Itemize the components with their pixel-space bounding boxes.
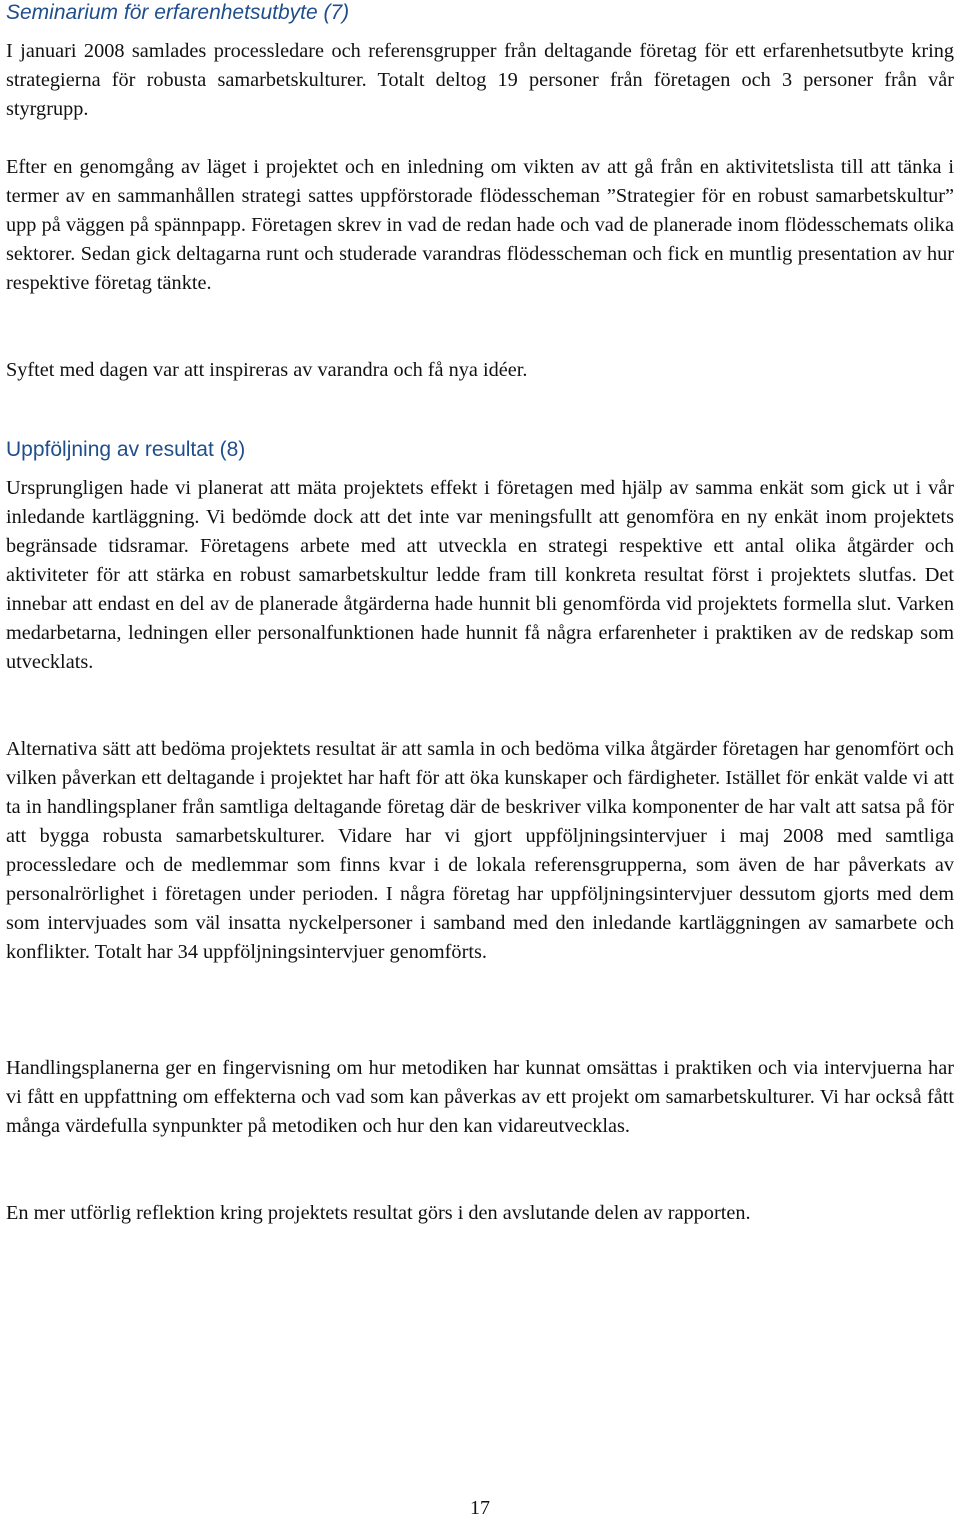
paragraph: Alternativa sätt att bedöma projektets resultat är att samla in och bedöma vilka åtgärder företagen har genomfört och vilken påverkan ett deltagande i projektet har haft för att öka kunskaper och färdigheter. Istället för enkät valde vi att ta in handlingsplaner från samtliga deltagande företag där de beskriver vilka komponenter de har valt att satsa på för att bygga robusta samarbetskulturer. Vidare har vi gjort uppföljningsintervjuer i maj 2008 med samtliga processledare och de medlemmar som finns kvar i de lokala referensgrupperna, som även de har påverkats av personalrörlighet i företagen under perioden. I några företag har uppföljningsintervjuer dessutom gjorts med dem som intervjuades som väl insatta nyckelpersoner i samband med den inledande kartläggningen av samarbete och konflikter. Totalt har 34 uppföljningsintervjuer genomförts. xyxy=(6,738,954,963)
paragraph: Handlingsplanerna ger en fingervisning om hur metodiken har kunnat omsättas i praktiken och via intervjuerna har vi fått en uppfattning om effekterna och vad som kan påverkas av ett projekt om samarbetskulturer. Vi har också fått många värdefulla synpunkter på metodiken och hur den kan vidareutvecklas. xyxy=(6,1057,954,1137)
paragraph: Efter en genomgång av läget i projektet och en inledning om vikten av att gå från en aktivitetslista till att tänka i termer av en sammanhållen strategi sattes uppförstorade flödesscheman ”Strategier för en robust samarbetskultur” upp på väggen på spännpapp. Företagen skrev in vad de redan hade och vad de planerade inom flödesschemats olika sektorer. Sedan gick deltagarna runt och studerade varandras flödesscheman och fick en muntlig presentation av hur respektive företag tänkte. xyxy=(6,156,954,294)
paragraph: Syftet med dagen var att inspireras av varandra och få nya idéer. xyxy=(6,359,528,381)
section-heading-followup: Uppföljning av resultat (8) xyxy=(6,438,246,461)
section-heading-seminar: Seminarium för erfarenhetsutbyte (7) xyxy=(6,1,350,24)
page-number: 17 xyxy=(470,1497,490,1519)
paragraph: En mer utförlig reflektion kring projektets resultat görs i den avslutande delen av rapporten. xyxy=(6,1202,751,1224)
paragraph: Ursprungligen hade vi planerat att mäta projektets effekt i företagen med hjälp av samma enkät som gick ut i vår inledande kartläggning. Vi bedömde dock att det inte var meningsfullt att genomföra en ny enkät inom projektets begränsade tidsramar. Företagens arbete med att utveckla en strategi respektive ett antal olika åtgärder och aktiviteter för att stärka en robust samarbetskultur ledde fram till konkreta resultat först i projektets slutfas. Det innebar att endast en del av de planerade åtgärderna hade hunnit bli genomförda vid projektets formella slut. Varken medarbetarna, ledningen eller personalfunktionen hade hunnit få några erfarenheter i praktiken av de redskap som utvecklats. xyxy=(6,477,954,673)
paragraph: I januari 2008 samlades processledare och referensgrupper från deltagande företag för ett erfarenhetsutbyte kring strategierna för robusta samarbetskulturer. Totalt deltog 19 personer från företagen och 3 personer från vår styrgrupp. xyxy=(6,40,954,120)
